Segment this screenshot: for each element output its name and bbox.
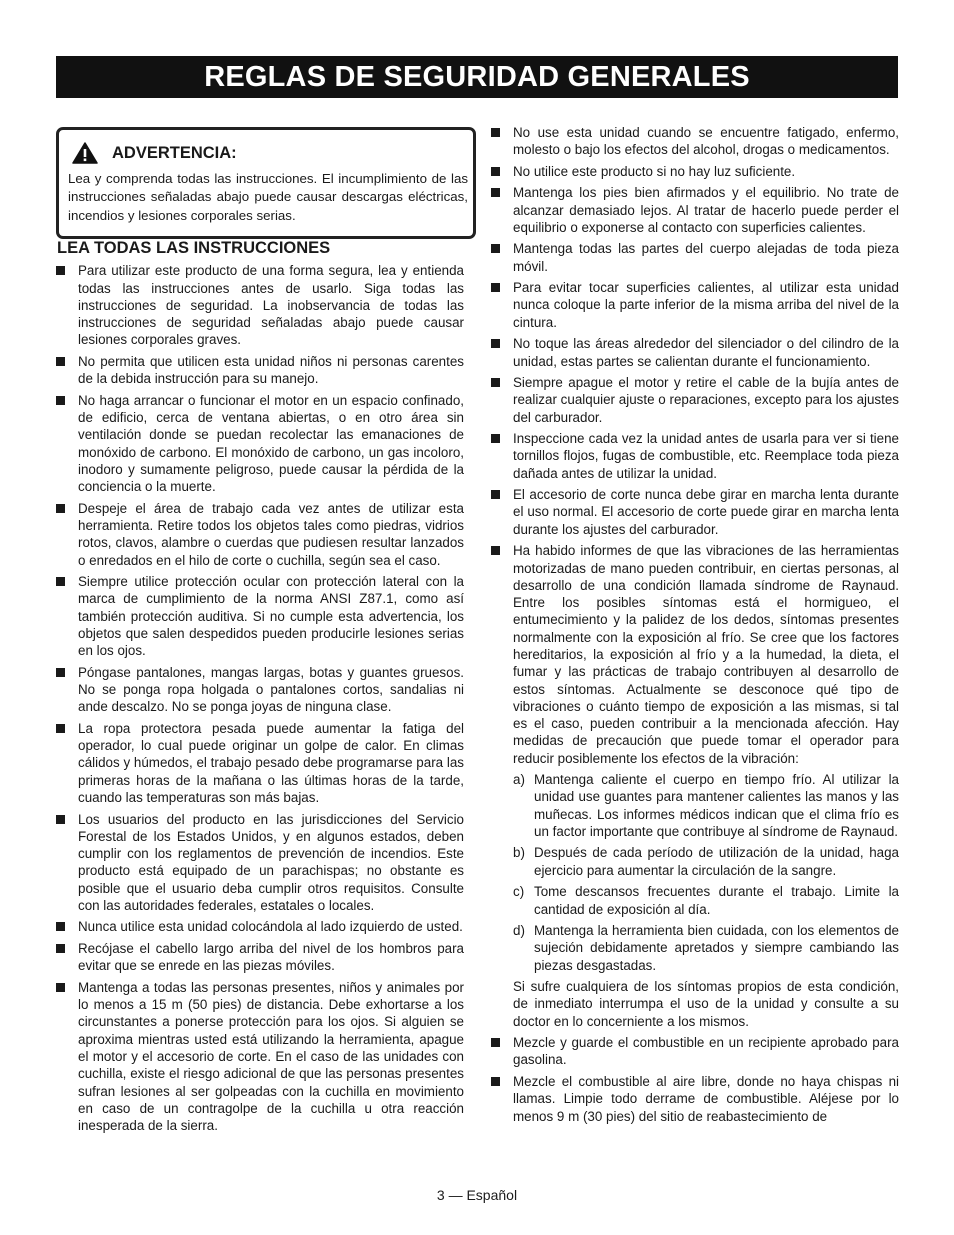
list-item	[56, 392, 464, 496]
list-item	[56, 918, 464, 935]
bullet-square-icon	[491, 128, 500, 137]
right-column	[491, 124, 899, 1129]
list-item-text: Siempre utilice protección ocular con protección lateral con la marca de cumplimiento de la norma ANSI Z87.1, como así también protección auditiva. Si no cumple esta advertencia, los objetos que salen despedidos pueden producirle lesiones serias en los ojos.	[78, 574, 464, 659]
list-item	[56, 811, 464, 915]
list-item-text: Los usuarios del producto en las jurisdicciones del Servicio Forestal de los Estados Unidos, y en algunos estados, deben cumplir con los reglamentos de prevención de incendios. Este producto está equipado de un parachispas; no obstante es posible que el usuario deba cumplir otros requisitos. Consulte con las autoridades federales, estatales o locales.	[78, 811, 464, 913]
list-item	[56, 664, 464, 716]
list-item-text: No utilice este producto si no hay luz suficiente.	[513, 163, 796, 179]
list-item	[56, 573, 464, 659]
left-bullet-list	[56, 262, 464, 1134]
sub-item-text: Después de cada período de utilización de la unidad, haga ejercicio para aumentar la circulación de la sangre.	[534, 845, 899, 878]
bullet-square-icon	[56, 577, 65, 586]
bullet-square-icon	[56, 983, 65, 992]
bullet-square-icon	[491, 283, 500, 292]
sub-list-item	[513, 771, 899, 840]
warning-title: ADVERTENCIA:	[112, 143, 237, 162]
list-item-text: La ropa protectora pesada puede aumentar la fatiga del operador, lo cual puede originar un golpe de calor. En climas cálidos y húmedos, el trabajo pesado debe programarse para las primeras horas de la mañana o las últimas horas de la tarde, cuando las temperaturas son más bajas.	[78, 720, 464, 806]
bullet-square-icon	[491, 434, 500, 443]
bullet-square-icon	[56, 724, 65, 733]
sub-item-text: Tome descansos frecuentes durante el trabajo. Limite la cantidad de exposición al día.	[534, 884, 899, 917]
raynaud-item	[491, 542, 899, 1030]
bullet-square-icon	[491, 490, 500, 499]
bullet-square-icon	[491, 339, 500, 348]
sub-item-letter: d)	[513, 923, 525, 939]
list-item	[491, 335, 899, 370]
raynaud-text: Ha habido informes de que las vibraciones de las herramientas motorizadas de mano pueden contribuir, en ciertas personas, al desarrollo de una condición llamada síndrome de Raynaud. Entre los posibles síntomas está el hormigueo, el entumecimiento y la palidez de los dedos, síntomas presentes normalmente con la exposición al frío. Se cree que los factores hereditarios, la exposición al frío y a la humedad, la dieta, el fumar y las prácticas de trabajo contribuyen al desarrollo de estos síntomas. Actualmente se desconoce qué tipo de vibraciones o cuánto tiempo de exposición a las mismas, si tal es el caso, pueden contribuir a la mencionada afección. Hay medidas de precaución que puede tomar el operador para reducir posiblemente los efectos de la vibración:	[513, 543, 899, 766]
bullet-square-icon	[491, 244, 500, 253]
page-footer: 3 — Español	[436, 1187, 518, 1203]
list-item	[56, 262, 464, 348]
list-item-text: No toque las áreas alrededor del silenciador o del cilindro de la unidad, estas partes se calientan durante el funcionamiento.	[513, 336, 899, 369]
list-item-text: Inspeccione cada vez la unidad antes de usarla para ver si tiene tornillos flojos, fugas de combustible, etc. Reemplace toda pieza dañada antes de utilizar la unidad.	[513, 431, 899, 481]
list-item-text: Póngase pantalones, mangas largas, botas y guantes gruesos. No se ponga ropa holgada o pantalones cortos, sandalias ni ande descalzo. No se ponga joyas de ninguna clase.	[78, 664, 464, 715]
sub-item-text: Mantenga la herramienta bien cuidada, con los elementos de sujeción debidamente apretados y siempre cambiando las piezas desgastadas.	[534, 923, 899, 973]
left-column	[56, 240, 464, 1139]
list-item-text: Nunca utilice esta unidad colocándola al lado izquierdo de usted.	[78, 919, 463, 935]
bullet-square-icon	[56, 944, 65, 953]
list-item	[56, 720, 464, 806]
list-item	[491, 430, 899, 482]
list-item	[491, 184, 899, 236]
bullet-square-icon	[491, 1038, 500, 1047]
warning-text: Lea y comprenda todas las instrucciones. El incumplimiento de las instrucciones señaladas abajo puede causar descargas eléctricas, incendios y lesiones corporales serias.	[68, 171, 468, 223]
list-item-text: Recójase el cabello largo arriba del nivel de los hombros para evitar que se enrede en las piezas móviles.	[78, 940, 464, 974]
bullet-square-icon	[56, 922, 65, 931]
list-item-text: Para utilizar este producto de una forma segura, lea y entienda todas las instrucciones antes de usarlo. Siga todas las instrucciones de seguridad. La inobservancia de todas las instrucciones de seguridad señaladas abajo puede causar lesiones corporales graves.	[78, 263, 464, 348]
list-item	[491, 486, 899, 538]
warning-box	[56, 127, 476, 239]
list-item	[56, 500, 464, 569]
sub-item-letter: c)	[513, 884, 525, 900]
bullet-square-icon	[56, 357, 65, 366]
list-item	[491, 374, 899, 426]
page-title: REGLAS DE SEGURIDAD GENERALES	[56, 56, 898, 98]
sub-item-letter: a)	[513, 772, 525, 788]
bullet-square-icon	[491, 378, 500, 387]
warning-header	[72, 142, 468, 164]
raynaud-sublist	[513, 771, 899, 974]
list-item-text: No permita que utilicen esta unidad niños ni personas carentes de la debida instrucción para su manejo.	[78, 353, 464, 387]
raynaud-note: Si sufre cualquiera de los síntomas propios de esta condición, de inmediato interrumpa el uso de la unidad y consulte a su doctor en lo concerniente a los mismos.	[513, 979, 899, 1029]
list-item-text: Siempre apague el motor y retire el cable de la bujía antes de realizar cualquier ajuste o reparaciones, excepto para los ajustes del carburador.	[513, 374, 899, 425]
bullet-square-icon	[56, 668, 65, 677]
sub-list-item	[513, 844, 899, 879]
list-item	[491, 240, 899, 275]
bullet-square-icon	[56, 815, 65, 824]
list-item-text: Mantenga los pies bien afirmados y el equilibrio. No trate de alcanzar demasiado lejos. Al tratar de hacerlo puede perder el equilibrio o exponerse al contacto con superficies calientes.	[513, 185, 899, 235]
section-heading: LEA TODAS LAS INSTRUCCIONES	[57, 239, 331, 257]
list-item-text: No use esta unidad cuando se encuentre fatigado, enfermo, molesto o bajo los efectos del alcohol, drogas o medicamentos.	[513, 125, 899, 158]
list-item-text: Para evitar tocar superficies calientes, al utilizar esta unidad nunca coloque la parte inferior de la misma arriba del nivel de la cintura.	[513, 280, 899, 330]
right-bullet-list	[491, 124, 899, 1125]
bullet-square-icon	[491, 546, 500, 555]
bullet-square-icon	[56, 504, 65, 513]
list-item-text: Despeje el área de trabajo cada vez antes de utilizar esta herramienta. Retire todos los objetos tales como piedras, vidrios rotos, clavos, alambre o cuerdas que pudiesen resultar lanzados o enredados en el hilo de corte o cuchilla, según sea el caso.	[78, 500, 464, 568]
list-item-text: No haga arrancar o funcionar el motor en un espacio confinado, de edificio, cerca de ventana abiertas, o en otro área sin ventilación donde se puedan recolectar las emanaciones de monóxido de carbono. El monóxido de carbono, un gas incoloro, inodoro y sumamente peligroso, puede causar la pérdida de la conciencia o la muerte.	[78, 392, 464, 495]
list-item	[56, 979, 464, 1135]
sub-list-item	[513, 922, 899, 974]
sub-list-item	[513, 883, 899, 918]
list-item-text: Mezcle y guarde el combustible en un recipiente aprobado para gasolina.	[513, 1035, 899, 1068]
bullet-square-icon	[491, 167, 500, 176]
list-item	[491, 163, 899, 180]
bullet-square-icon	[491, 188, 500, 197]
list-item	[491, 124, 899, 159]
bullet-square-icon	[56, 266, 65, 275]
list-item	[491, 1034, 899, 1069]
list-item	[56, 353, 464, 388]
list-item	[56, 940, 464, 975]
list-item-text: Mezcle el combustible al aire libre, donde no haya chispas ni llamas. Limpie todo derrame de combustible. Aléjese por lo menos 9 m (30 pies) del sitio de reabastecimiento de	[513, 1073, 899, 1124]
bullet-square-icon	[491, 1077, 500, 1086]
sub-item-text: Mantenga caliente el cuerpo en tiempo frío. Al utilizar la unidad use guantes para mantener calientes las manos y las muñecas. Los informes médicos indican que el clima frío es un factor importante que contribuye al síndrome de Raynaud.	[534, 772, 899, 839]
list-item	[491, 1073, 899, 1125]
bullet-square-icon	[56, 396, 65, 405]
warning-triangle-icon	[72, 142, 98, 164]
list-item-text: Mantenga a todas las personas presentes, niños y animales por lo menos a 15 m (50 pies) de distancia. Debe exhortarse a los circunstantes a ponerse protección para los ojos. Si alguien se aproxima mientras usted está utilizando la herramienta, apague el motor y el accesorio de corte. En el caso de las unidades con cuchilla, existe el riesgo adicional de que las personas presentes sufran lesiones al ser golpeadas con la cuchilla en movimiento en caso de un contragolpe de la cuchilla u otra reacción inesperada de la sierra.	[78, 979, 464, 1134]
list-item-text: El accesorio de corte nunca debe girar en marcha lenta durante el uso normal. El accesorio de corte puede girar en marcha lenta durante los ajustes del carburador.	[513, 487, 899, 537]
list-item-text: Mantenga todas las partes del cuerpo alejadas de toda pieza móvil.	[513, 241, 899, 274]
sub-item-letter: b)	[513, 845, 525, 861]
list-item	[491, 279, 899, 331]
